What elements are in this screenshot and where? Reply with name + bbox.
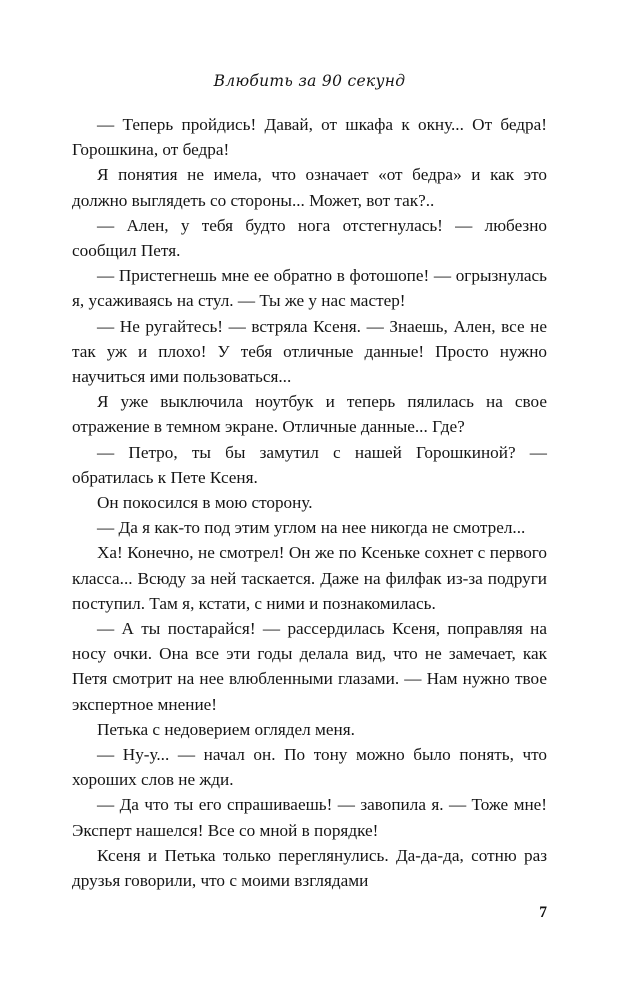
- paragraph: — Ну-у... — начал он. По тону можно было понять, что хороших слов не жди.: [72, 745, 547, 790]
- paragraph: — Да я как-то под этим углом на нее никогда не смотрел...: [97, 518, 526, 538]
- paragraph: — Петро, ты бы замутил с нашей Горошкиной? — обратилась к Пете Ксеня.: [72, 442, 547, 487]
- paragraph: — Теперь пройдись! Давай, от шкафа к окну... От бедра! Горошкина, от бедра!: [72, 115, 547, 160]
- page-body: [72, 112, 547, 893]
- paragraph: Петька с недоверием оглядел меня.: [97, 719, 355, 739]
- paragraph: Ха! Конечно, не смотрел! Он же по Ксеньке сохнет с первого класса... Всюду за ней таскается. Даже на филфак из-за подруги поступил. Там я, кстати, с ними и познакомилась.: [72, 543, 547, 613]
- paragraph: — Ален, у тебя будто нога отстегнулась! — любезно сообщил Петя.: [72, 215, 547, 261]
- paragraph: — А ты постарайся! — рассердилась Ксеня, поправляя на носу очки. Она все эти годы делала вид, что не замечает, как Петя смотрит на нее влюбленными глазами. — Нам нужно твое экспертное мнение!: [72, 619, 547, 714]
- paragraph: Я понятия не имела, что означает «от бедра» и как это должно выглядеть со стороны... Может, вот так?..: [72, 165, 547, 210]
- paragraph: — Не ругайтесь! — встряла Ксеня. — Знаешь, Ален, все не так уж и плохо! У тебя отличные данные! Просто нужно научиться ими пользоваться...: [72, 316, 547, 387]
- paragraph: — Да что ты его спрашиваешь! — завопила я. — Тоже мне! Эксперт нашелся! Все со мной в порядке!: [72, 795, 547, 840]
- page-number: 7: [539, 904, 547, 921]
- paragraph: Он покосился в мою сторону.: [97, 493, 313, 513]
- paragraph: Я уже выключила ноутбук и теперь пялилась на свое отражение в темном экране. Отличные данные... Где?: [72, 392, 547, 437]
- paragraph: Ксеня и Петька только переглянулись. Да-да-да, сотню раз друзья говорили, что с моими взглядами: [72, 845, 547, 891]
- paragraph: — Пристегнешь мне ее обратно в фотошопе! — огрызнулась я, усаживаясь на стул. — Ты же у нас мастер!: [72, 266, 547, 311]
- running-head: Влюбить за 90 секунд: [213, 72, 406, 90]
